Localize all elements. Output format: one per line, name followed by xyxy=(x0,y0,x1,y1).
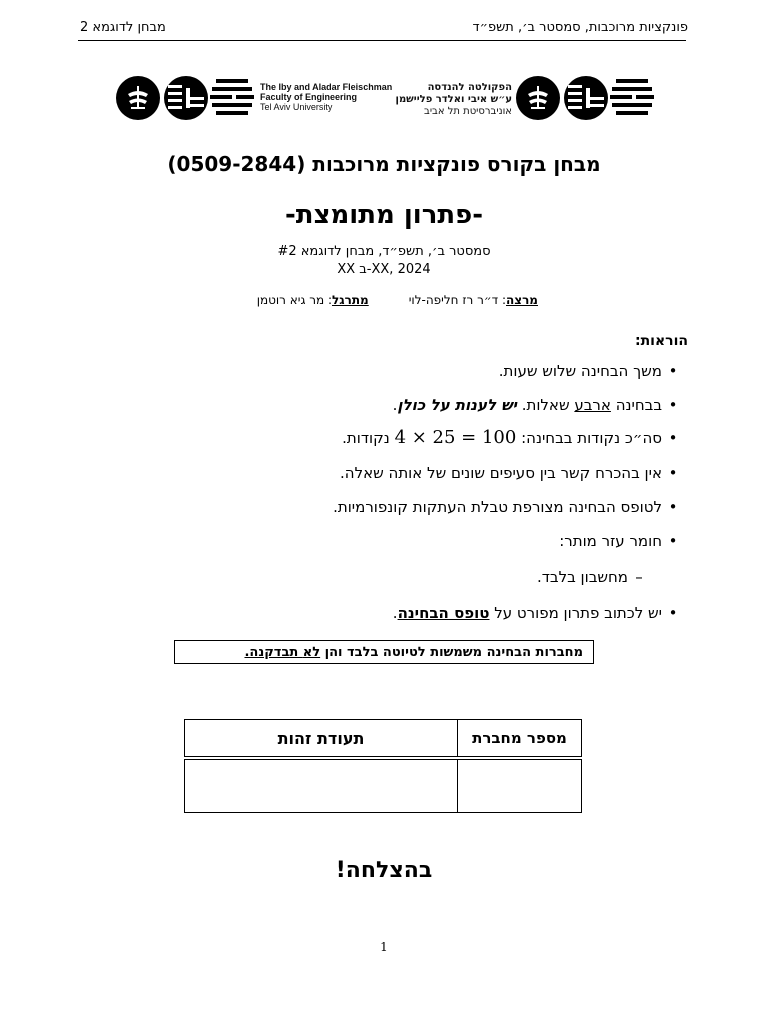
bullet-dot: • xyxy=(668,498,678,516)
running-header-course: פונקציות מרוכבות, סמסטר ב׳, תשפ״ד xyxy=(472,20,688,35)
instruction-questions-prefix: בבחינה xyxy=(610,396,662,414)
notice-prefix: מחברות הבחינה משמשות לטיוטה בלבד והן xyxy=(320,645,583,660)
instruction-answer-all: יש לענות על כולן xyxy=(397,396,517,414)
instruction-item xyxy=(499,362,684,380)
notice-not: לא xyxy=(302,645,321,660)
instruction-item xyxy=(559,532,684,550)
instruction-item xyxy=(393,396,684,414)
faculty-he-line2: ע״ש איבי ואלדר פליישמן xyxy=(395,94,512,105)
tau-emblem-logo-right xyxy=(516,76,560,120)
header-rule xyxy=(78,40,686,41)
solution-title: -פתרון מתומצת- xyxy=(284,200,484,230)
instructions-heading: הוראות: xyxy=(634,333,688,349)
running-header-exam-label: מבחן לדוגמא 2 xyxy=(80,20,166,35)
instruction-allowed-material: חומר עזר מותר: xyxy=(559,532,662,550)
faculty-he-line1: הפקולטה להנדסה xyxy=(427,82,512,93)
id-column-header: תעודת זהות xyxy=(184,719,458,757)
instruction-item xyxy=(393,604,684,622)
notebook-column-header: מספר מחברת xyxy=(457,719,582,757)
instruction-questions-middle: שאלות. xyxy=(516,396,575,414)
semester-line: סמסטר ב׳, תשפ״ד, מבחן לדוגמא #2 xyxy=(277,244,491,259)
instruction-item xyxy=(333,498,684,516)
ta-role: מתרגל xyxy=(332,293,369,307)
faculty-en-line2: Faculty of Engineering xyxy=(260,92,358,102)
lecturer-role: מרצה xyxy=(506,293,538,307)
engineering-striped-logo-a xyxy=(164,76,208,120)
exam-title: מבחן בקורס פונקציות מרוכבות (0509-2844) xyxy=(167,152,601,176)
lecturer-name: ד״ר רז חליפה-לוי xyxy=(408,293,499,307)
page-number: 1 xyxy=(380,940,388,954)
instruction-questions-count: ארבע xyxy=(574,396,611,414)
instruction-questions-suffix: . xyxy=(392,396,398,414)
id-table xyxy=(184,719,582,813)
bullet-dot: • xyxy=(668,429,678,447)
bullet-dot: • xyxy=(668,396,678,414)
instruction-independence: אין בהכרח קשר בין סעיפים שונים של אותה שאלה. xyxy=(340,464,662,482)
tau-emblem-logo xyxy=(116,76,160,120)
date-line: XX ב-XX, 2024 xyxy=(337,262,431,277)
instruction-exam-form: טופס הבחינה xyxy=(397,604,490,622)
good-luck: בהצלחה! xyxy=(335,858,433,883)
instruction-item xyxy=(342,427,684,448)
sub-bullet-dash: – xyxy=(635,568,643,586)
instruction-calculator: מחשבון בלבד. xyxy=(536,568,628,586)
bullet-dot: • xyxy=(668,464,678,482)
engineering-striped-logo-c xyxy=(564,76,608,120)
notebooks-notice-box xyxy=(174,640,594,664)
faculty-en-line1: The Iby and Aladar Fleischman xyxy=(260,82,393,92)
instruction-write-prefix: יש לכתוב פתרון מפורט על xyxy=(489,604,662,622)
faculty-en-line3: Tel Aviv University xyxy=(260,102,333,112)
engineering-striped-logo-b xyxy=(210,76,254,120)
instruction-points-formula: 4 × 25 = 100 xyxy=(394,427,517,448)
instruction-subitem xyxy=(537,568,650,586)
ta-name: מר גיא רוטמן xyxy=(256,293,325,307)
faculty-name-hebrew xyxy=(382,82,512,118)
bullet-dot: • xyxy=(668,604,678,622)
logo-strip xyxy=(112,70,657,126)
instruction-points-suffix: נקודות. xyxy=(342,429,395,447)
notice-suffix: תבדקנה. xyxy=(244,645,303,660)
bullet-dot: • xyxy=(668,362,678,380)
instruction-write-suffix: . xyxy=(392,604,398,622)
instruction-points-prefix: סה״כ נקודות בבחינה: xyxy=(516,429,662,447)
faculty-he-line3: אוניברסיטת תל אביב xyxy=(424,106,512,117)
instruction-item xyxy=(340,464,684,482)
staff-line: מרצה: ד״ר רז חליפה-לוימתרגל: מר גיא רוטמן xyxy=(256,293,538,307)
bullet-dot: • xyxy=(668,532,678,550)
faculty-name-english xyxy=(260,82,400,112)
instruction-conformal-table: לטופס הבחינה מצורפת טבלת העתקות קונפורמיות. xyxy=(333,498,662,516)
engineering-striped-logo-d xyxy=(610,76,654,120)
id-input-cell[interactable] xyxy=(184,759,458,813)
notebook-input-cell[interactable] xyxy=(457,759,582,813)
instruction-duration: משך הבחינה שלוש שעות. xyxy=(498,362,662,380)
